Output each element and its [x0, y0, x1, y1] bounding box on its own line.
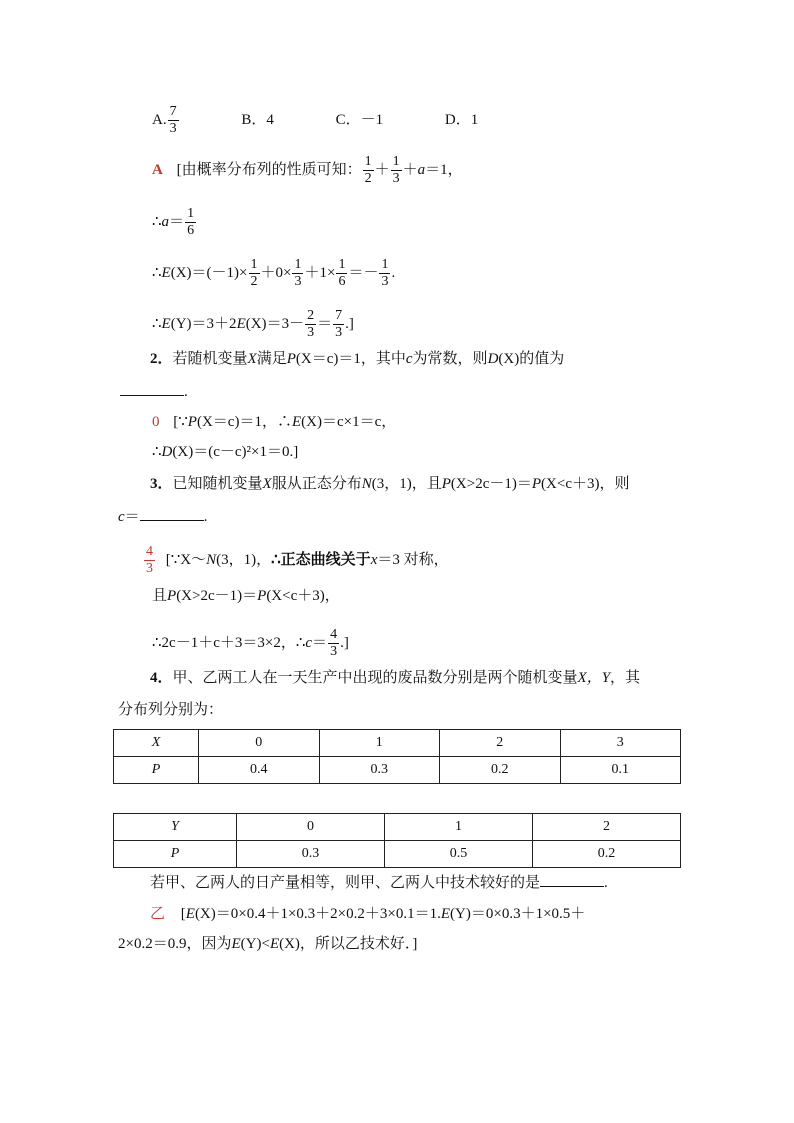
table-cell: 1 — [319, 730, 440, 757]
table-cell: 0.3 — [319, 757, 440, 784]
table-cell: 0 — [237, 814, 385, 841]
option-d: D．1 — [444, 111, 479, 128]
answer-blank — [140, 506, 204, 521]
table-cell: P — [114, 841, 237, 868]
table-cell: P — [114, 757, 199, 784]
solution-4-line-1: 乙 [E(X)＝0×0.4＋1×0.3＋2×0.2＋3×0.1＝1.E(Y)＝0×0.3＋1×0.5＋ — [150, 906, 586, 922]
table-cell: 0.2 — [440, 757, 561, 784]
table-cell: 0.1 — [560, 757, 681, 784]
table-row — [114, 841, 681, 868]
question-3-line-1: 3．已知随机变量X服从正态分布N(3，1)，且P(X>2c－1)＝P(X<c＋3)，则 — [150, 476, 630, 492]
solution-1-line-1: A [由概率分布列的性质可知： $\frac{1}{2}$ ＋ $\frac{1}{3}$ ＋a＝1， — [152, 154, 463, 186]
table-cell: Y — [114, 814, 237, 841]
solution-1-answer: A — [152, 161, 163, 178]
solution-3-line-1: $\frac{4}{3}$ [∵X～N(3，1)，∴正态曲线关于x＝3 对称， — [146, 544, 449, 576]
table-cell: 0.2 — [533, 841, 681, 868]
solution-1-line-3: ∴E(X)＝(－1)× $\frac{1}{2}$ ＋0× $\frac{1}{3}$ ＋1× $\frac{1}{6}$ ＝－ $\frac{1}{3}$ . — [152, 257, 396, 289]
solution-1-line-4: ∴E(Y)＝3＋2E(X)＝3－ $\frac{2}{3}$ ＝ $\frac{7}{3}$ .] — [152, 308, 354, 340]
solution-3-line-3: ∴2c－1＋c＋3＝3×2，∴c＝ $\frac{4}{3}$ .] — [152, 627, 349, 659]
distribution-table-y — [113, 813, 681, 868]
question-2-line-2: . — [120, 381, 188, 402]
question-4-tail: 若甲、乙两人的日产量相等，则甲、乙两人中技术较好的是 . — [150, 872, 608, 893]
table-cell: 2 — [533, 814, 681, 841]
distribution-table-x — [113, 729, 681, 784]
solution-3-answer: $\frac{4}{3}$ — [146, 544, 153, 576]
question-4-line-1: 4．甲、乙两工人在一天生产中出现的废品数分别是两个随机变量X，Y，其 — [150, 670, 641, 686]
table-row — [114, 730, 681, 757]
question-2-line-1: 2．若随机变量X满足P(X＝c)＝1，其中c为常数，则D(X)的值为 — [150, 351, 565, 367]
table-cell: 1 — [385, 814, 533, 841]
table-cell: 2 — [440, 730, 561, 757]
table-cell: 0 — [199, 730, 320, 757]
solution-4-answer: 乙 — [150, 906, 166, 922]
option-a: A. $\frac{7}{3}$ — [152, 104, 177, 136]
solution-2-line-1: 0 [∵P(X＝c)＝1，∴E(X)＝c×1＝c， — [152, 414, 397, 430]
table-cell: 0.5 — [385, 841, 533, 868]
answer-blank — [120, 381, 184, 396]
option-c: C．－1 — [335, 111, 384, 128]
table-row — [114, 757, 681, 784]
answer-blank — [540, 872, 604, 887]
table-cell: X — [114, 730, 199, 757]
table-cell: 3 — [560, 730, 681, 757]
answer-options — [152, 104, 478, 137]
question-3-line-2: c＝ . — [118, 506, 207, 527]
solution-2-line-2: ∴D(X)＝(c－c)²×1＝0.] — [152, 444, 299, 460]
solution-2-answer: 0 — [152, 414, 160, 430]
option-b: B．4 — [241, 111, 274, 128]
solution-4-line-2: 2×0.2＝0.9，因为E(Y)<E(X)，所以乙技术好．] — [118, 936, 418, 952]
solution-1-text: [由概率分布列的性质可知： — [176, 161, 362, 178]
table-cell: 0.3 — [237, 841, 385, 868]
solution-1-line-2: ∴a＝ $\frac{1}{6}$ — [152, 206, 195, 238]
solution-3-line-2: 且P(X>2c－1)＝P(X<c＋3)， — [152, 588, 340, 604]
table-row — [114, 814, 681, 841]
table-cell: 0.4 — [199, 757, 320, 784]
question-4-line-2: 分布列分别为： — [118, 702, 224, 718]
